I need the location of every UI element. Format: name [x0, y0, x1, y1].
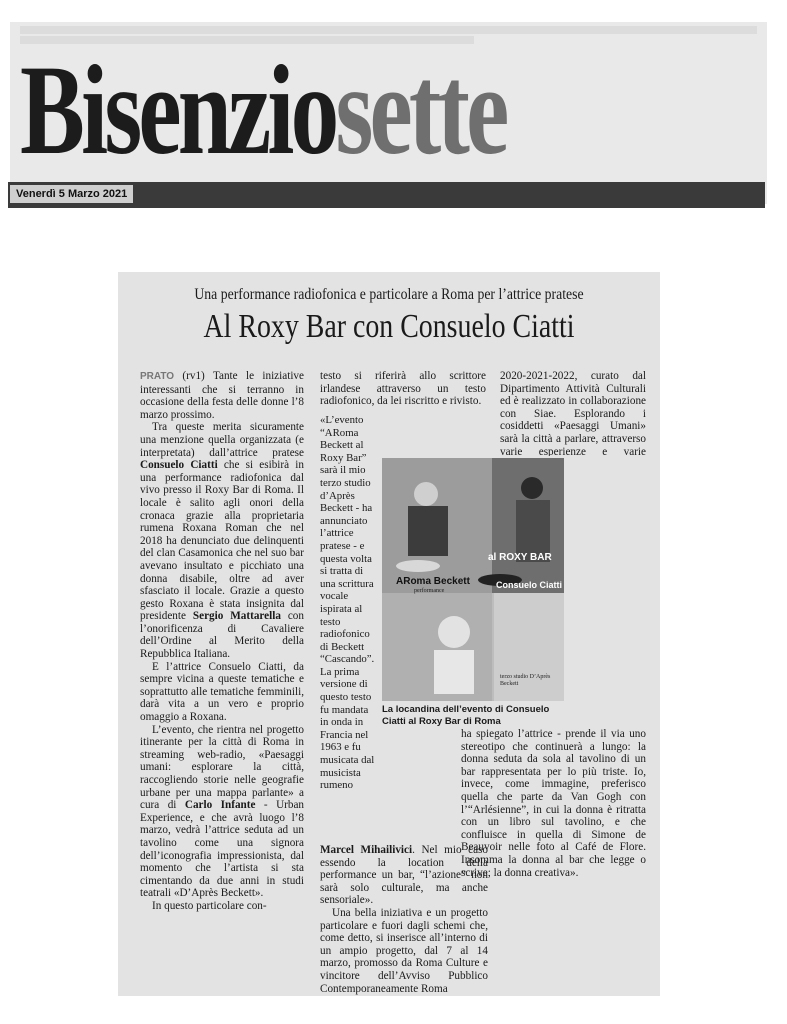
paragraph: 2020-2021-2022, curato dal Dipartimento Attività Culturali ed è realizzato in collaborazione con Siae. Esplorando i cosiddetti «Paesaggi Umani» sarà la città a parlare, attraverso varie esperienze e varie	[500, 370, 646, 456]
newspaper-logo	[20, 40, 505, 180]
logo-part-sette: sette	[335, 39, 506, 181]
masthead	[10, 22, 767, 204]
photo-caption: La locandina dell’evento di Consuelo Ciatti al Roxy Bar di Roma	[382, 704, 550, 727]
person-name: Sergio Mattarella	[192, 610, 281, 623]
event-poster-photo	[382, 458, 564, 701]
poster-performance-label: performance	[414, 588, 445, 594]
person-name: Consuelo Ciatti	[140, 459, 218, 472]
paragraph: ha spiegato l’attrice - prende il via uno stereotipo che continuerà a lungo: la donna seduta da sola al tavolino di un bar rappresentata per lo più triste. Io, invece, come immagine, preferisco quella che parte da Van Gogh con l’“Arlésienne”, in cui la donna è ritratta con un libro sul tavolino, e che confluisce in quella di Simone de Beauvoir nelle foto al Café de Flore. Insomma la donna al bar che legge o scrive; la donna creativa».	[461, 728, 646, 879]
byline-author: (rv1)	[182, 370, 205, 382]
paragraph: E l’attrice Consuelo Ciatti, da sempre vicina a queste tematiche e soprattutto alle tematiche femminili, darà vita a un vero e proprio omaggio a Roxana.	[140, 660, 304, 724]
paragraph: PRATO (rv1) Tante le iniziative interessanti che si terranno in occasione della festa delle donne l’8 marzo prossimo.	[140, 370, 304, 421]
issue-date: Venerdì 5 Marzo 2021	[10, 185, 133, 203]
paragraph: Tra queste merita sicuramente una menzione quella organizzata (e interpretata) dall’attrice pratese Consuelo Ciatti che si esibirà in una performance radiofonica dal vivo presso il Roxy Bar di Roma. Il locale è salito agli onori della cronaca grazie alla proprietaria rumena Roxana Roman che nel 2018 ha denunciato due delinquenti del clan Casamonica che nel suo bar avevano insultato e picchiato una donna disabile, oltre ad aver sfasciato il locale. Grazie a questo gesto Roxana è stata insignita dal presidente Sergio Mattarella con l’onorificenza di Cavaliere dell’Ordine al Merito della Repubblica Italiana.	[140, 421, 305, 661]
poster-name: Consuelo Ciatti	[496, 580, 563, 590]
article-headline: Al Roxy Bar con Consuelo Ciatti	[203, 308, 575, 345]
paragraph: L’evento, che rientra nel progetto itinerante per la città di Roma in streaming web-radio, «Paesaggi umani: esplorare la città, raccogliendo storie nelle geografie urbane per una mappa parlante» a cura di Carlo Infante - Urban Experience, e che avrà luogo l’8 marzo, vedrà l’attrice seduta ad un tavolino come una signora dell’iconografia impressionista, dal momento che l’artista si sta cimentando da due anni in studi teatrali «D’Après Beckett».	[140, 723, 305, 900]
poster-roxy-logo: al ROXY BAR	[488, 552, 552, 563]
poster-studio-label: terzo studio D’Après Beckett	[500, 674, 551, 687]
paragraph: Marcel Mihailivici. Nel mio caso essendo la location della performance un bar, “l’azione” non sarà solo culturale, ma anche sensoriale».	[320, 844, 489, 907]
article-kicker: Una performance radiofonica e particolare a Roma per l’attrice pratese	[194, 286, 584, 303]
article-column-2	[320, 370, 486, 408]
person-name: Carlo Infante	[184, 799, 256, 812]
article-column-1	[140, 370, 304, 913]
paragraph	[576, 458, 646, 724]
paragraph: testo si riferirà allo scrittore irlandese attraverso un testo radiofonico, da lei riscritto e rivisto.	[320, 370, 486, 408]
logo-part-bisenzio: Bisenzio	[20, 39, 336, 181]
person-name: Marcel Mihailivici	[320, 844, 413, 856]
poster-aroma-logo: ARoma Beckett	[396, 576, 470, 587]
article-column-3-bottom	[461, 728, 646, 879]
article-column-2-narrow	[320, 414, 378, 792]
paragraph: In questo particolare con-	[152, 899, 267, 912]
byline-city: PRATO	[140, 371, 175, 382]
date-band	[8, 182, 765, 208]
article-column-3-top	[500, 370, 646, 456]
paragraph: Una bella iniziativa e un progetto particolare e fuori dagli schemi che, come detto, si inserisce all’interno di un ampio progetto, dal 7 al 14 marzo, promosso da Roma Culture e vincitore dell’Avviso Pubblico Contemporaneamente Roma	[320, 906, 488, 995]
paragraph: «L’evento “ARoma Beckett al Roxy Bar” sarà il mio terzo studio d’Après Beckett - ha annunciato l’attrice pratese - e questa volta si tratta di una scrittura vocale ispirata al testo radiofonico di Beckett “Cascando”. La prima versione di questo testo fu mandata in onda in Francia nel 1963 e fu musicata dal musicista rumeno	[320, 414, 375, 792]
article-clipping	[118, 272, 660, 996]
article-column-3-narrow	[576, 458, 646, 724]
